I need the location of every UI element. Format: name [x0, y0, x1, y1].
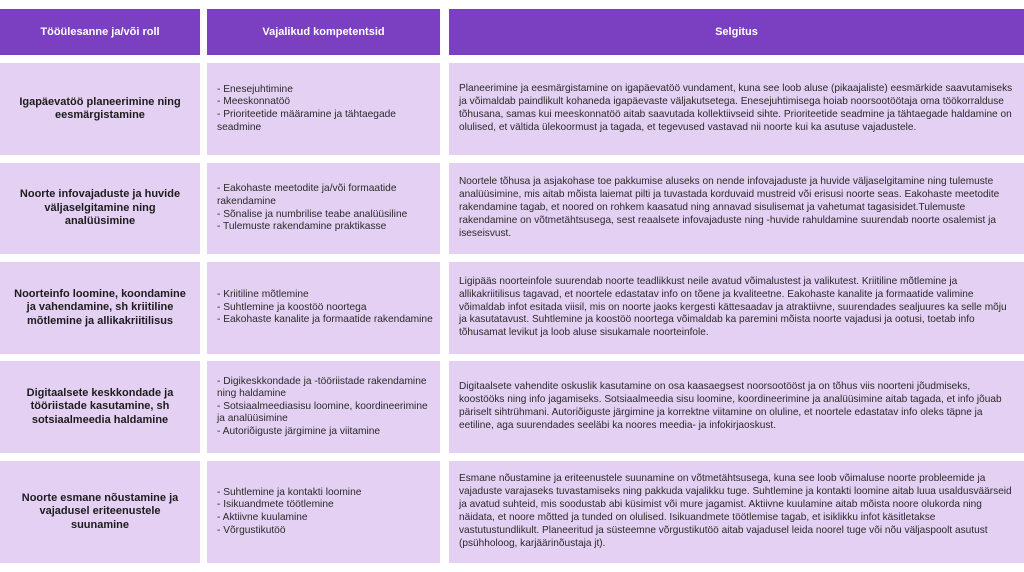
row-4-role	[0, 361, 200, 453]
competency-item: - Sotsiaalmeediasisu loomine, koordineerimine ja analüüsimine	[217, 400, 428, 425]
row-1-role-text: Igapäevatöö planeerimine ning eesmärgistamine	[19, 95, 181, 121]
competency-item: - Autoriõiguste järgimine ja viitamine	[217, 425, 381, 437]
header-explanation: Selgitus	[449, 9, 1024, 55]
competency-item: - Prioriteetide määramine ja tähtaegade seadmine	[217, 109, 396, 133]
row-2-role-text: Noorte infovajaduste ja huvide väljaselgitamine ning analüüsimine	[19, 188, 181, 228]
row-3-explanation-text: Ligipääs noorteinfole suurendab noorte teadlikkust neile avatud võimalustest ja valikutest. Kriitiline mõtlemine ja allikakriitilisus tagavad, et noortele edastatav info on tõene ja kvaliteetne. Eakohaste kanalite ja formaatide valimine võimaldab infot esitada viisil, mis on noorte jaoks kergesti kättesaadav ja atraktiivne, suurendades sealjuures ka selle mõju ja kasutatavust. Suhtlemine ja koostöö noortega võimaldab ka paremini mõista noorte vajadusi ja ootusi, toetab info tõhusamat levikut ja loob aluse sisukamale noorteinfole.	[459, 275, 1007, 339]
competency-item: - Isikuandmete töötlemine	[217, 499, 334, 511]
header-competencies: Vajalikud kompetentsid	[207, 9, 440, 55]
row-3-explanation	[449, 262, 1024, 354]
row-3-role	[0, 262, 200, 354]
competency-list	[217, 289, 433, 327]
competency-list	[217, 487, 361, 537]
competency-item: - Võrgustikutöö	[217, 524, 286, 536]
row-5-explanation-text: Esmane nõustamine ja eriteenustele suunamine on võtmetähtsusega, kuna see loob võimaluse noorte probleemide ja vajaduste varajaseks tuvastamiseks ning pakkuda vajalikku tuge. Suhtlemine ja kontakti loomine aitab luua usaldusväärseid ja avatud suhteid, mis soodustab abi küsimist või mure jagamist. Aktiivne kuulamine aitab mõista noore olukorda ning näidata, et noore mõtted ja tunded on olulised. Isikuandmete töötlemise tagab, et isiklikku infot käsitletakse vastutustundlikult. Planeeritud ja süsteemne võrgustikutöö aitab vajadusel leida noorel tuge või nõu väljaspoolt asutust (psühholoog, karjäärinõustaja jt).	[459, 473, 1012, 549]
competency-item: - Suhtlemine ja kontakti loomine	[217, 486, 362, 498]
row-4-role-text: Digitaalsete keskkondade ja tööriistade kasutamine, sh sotsiaalmeedia haldamine	[26, 386, 174, 426]
competency-item: - Meeskonnatöö	[217, 96, 291, 108]
competency-item: - Aktiivne kuulamine	[217, 512, 308, 523]
row-1-role	[0, 63, 200, 155]
competency-item: - Enesejuhtimine	[217, 83, 293, 95]
row-2-explanation-text: Noortele tõhusa ja asjakohase toe pakkumise aluseks on nende infovajaduste ja huvide väljaselgitamine ning tulemuste analüüsimine, mis aitab mõista laiemat pilti ja tuvastada korduvaid mustreid või erisusi noorte seas. Eakohaste meetodite rakendamine tagab, et noored on rohkem kaasatud ning annavad sisulisemat ja vahetumat tagasisidet.Tulemuste rakendamine on võtmetähtsusega, sest reaalsete infovajaduste ning -huvide rahuldamine suurendab noorte osalemist ja iseseisvust.	[459, 176, 1000, 239]
competency-item: - Kriitiline mõtlemine	[217, 289, 309, 301]
competency-item: - Eakohaste kanalite ja formaatide rakendamine	[217, 314, 433, 326]
competency-list	[217, 376, 434, 439]
row-2-role	[0, 163, 200, 254]
competency-item: - Digikeskkondade ja -tööriistade rakendamine ning haldamine	[217, 375, 427, 400]
row-4-explanation	[449, 361, 1024, 453]
competency-item: - Tulemuste rakendamine praktikasse	[217, 221, 387, 233]
row-5-explanation	[449, 461, 1024, 563]
competency-item: - Sõnalise ja numbrilise teabe analüüsiline	[217, 208, 408, 220]
row-5-role-text: Noorte esmane nõustamine ja vajadusel eriteenustele suunamine	[21, 491, 179, 531]
row-5-competencies	[207, 461, 440, 563]
row-3-competencies	[207, 262, 440, 354]
row-2-competencies	[207, 163, 440, 254]
row-3-role-text: Noorteinfo loomine, koondamine ja vahendamine, sh kriitiline mõtlemine ja allikakriitilisus	[14, 287, 186, 327]
competency-list	[217, 183, 434, 233]
row-1-explanation-text: Planeerimine ja eesmärgistamine on igapäevatöö vundament, kuna see loob aluse (pikaajaliste) eesmärkide saavutamiseks ja võimaldab paindlikult kohaneda igapäevaste väljakutsetega. Enesejuhtimisega hoiab noorsootöötaja oma töökorralduse tõhusana, samas kui meeskonnatöö aitab saavutada kollektiivseid sihte. Prioriteetide seadmine ja tähtaegade haldamine on olulised, et vältida ülekoormust ja tagada, et tegevused vastavad nii noorte kui ka asutuse vajadustele.	[459, 83, 1013, 133]
header-role: Tööülesanne ja/või roll	[0, 9, 200, 55]
row-1-competencies	[207, 63, 440, 155]
competency-item: - Suhtlemine ja koostöö noortega	[217, 301, 367, 313]
row-4-explanation-text: Digitaalsete vahendite oskuslik kasutamine on osa kaasaegsest noorsootööst ja on tõhus viis noorteni jõudmiseks, koostööks ning info jagamiseks. Sotsiaalmeedia sisu loomine, koordineerimine ja analüüsimine aitab tagada, et info jõuab päriselt sihtrühmani. Autoriõiguste järgimine ja korrektne viitamine on oluline, et noortele edastatav info oleks täpne ja eetiline, aga suurendades seeläbi ka noores meedia- ja infokirjaoskust.	[459, 381, 1002, 431]
row-1-explanation	[449, 63, 1024, 155]
row-4-competencies	[207, 361, 440, 453]
competency-item: - Eakohaste meetodite ja/või formaatide rakendamine	[217, 183, 397, 207]
row-5-role	[0, 461, 200, 563]
competency-list	[217, 84, 434, 134]
row-2-explanation	[449, 163, 1024, 254]
